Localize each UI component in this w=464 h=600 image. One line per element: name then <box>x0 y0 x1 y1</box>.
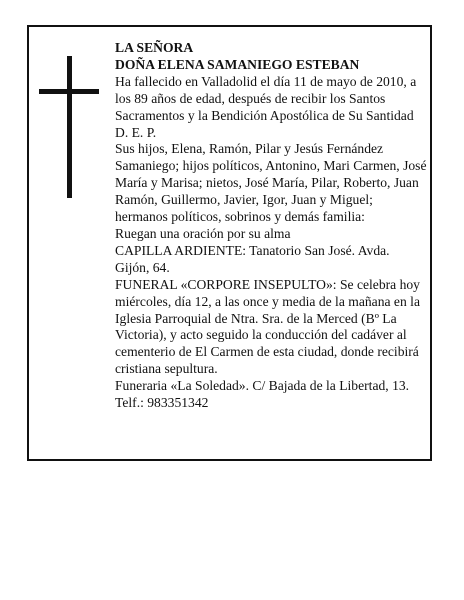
prayer-request: Ruegan una oración por su alma <box>115 225 291 241</box>
funeral-info: FUNERAL «CORPORE INSEPULTO»: Se celebra hoy miércoles, día 12, a las once y media de la mañana en la Iglesia Parroquial de Ntra. Sra. de la Merced (Bº La Victoria), y acto seguido la conducción del cadáver al cementerio de El Carmen de esta ciudad, donde recibirá cristiana sepultura. <box>115 276 420 377</box>
family-list: Sus hijos, Elena, Ramón, Pilar y Jesús Fernández Samaniego; hijos políticos, Antonino, Mari Carmen, José María y Marisa; nietos, José María, Pilar, Roberto, Juan Ramón, Guillermo, Javier, Igor, Juan y Miguel; hermanos políticos, sobrinos y demás familia: <box>115 141 427 225</box>
notice-heading: LA SEÑORA <box>115 40 194 55</box>
deceased-name: DOÑA ELENA SAMANIEGO ESTEBAN <box>115 56 360 72</box>
cross-icon <box>39 56 99 198</box>
cross-vertical-bar <box>67 56 72 198</box>
notice-text <box>115 40 427 412</box>
cross-horizontal-bar <box>39 89 99 94</box>
death-announcement: Ha fallecido en Valladolid el día 11 de mayo de 2010, a los 89 años de edad, después de recibir los Santos Sacramentos y la Bendición Apostólica de Su Santidad D. E. P. <box>115 73 417 140</box>
obituary-notice <box>27 25 432 461</box>
funeral-home-info: Funeraria «La Soledad». C/ Bajada de la Libertad, 13. Telf.: 983351342 <box>115 378 410 411</box>
chapel-info: CAPILLA ARDIENTE: Tanatorio San José. Avda. Gijón, 64. <box>115 242 390 275</box>
